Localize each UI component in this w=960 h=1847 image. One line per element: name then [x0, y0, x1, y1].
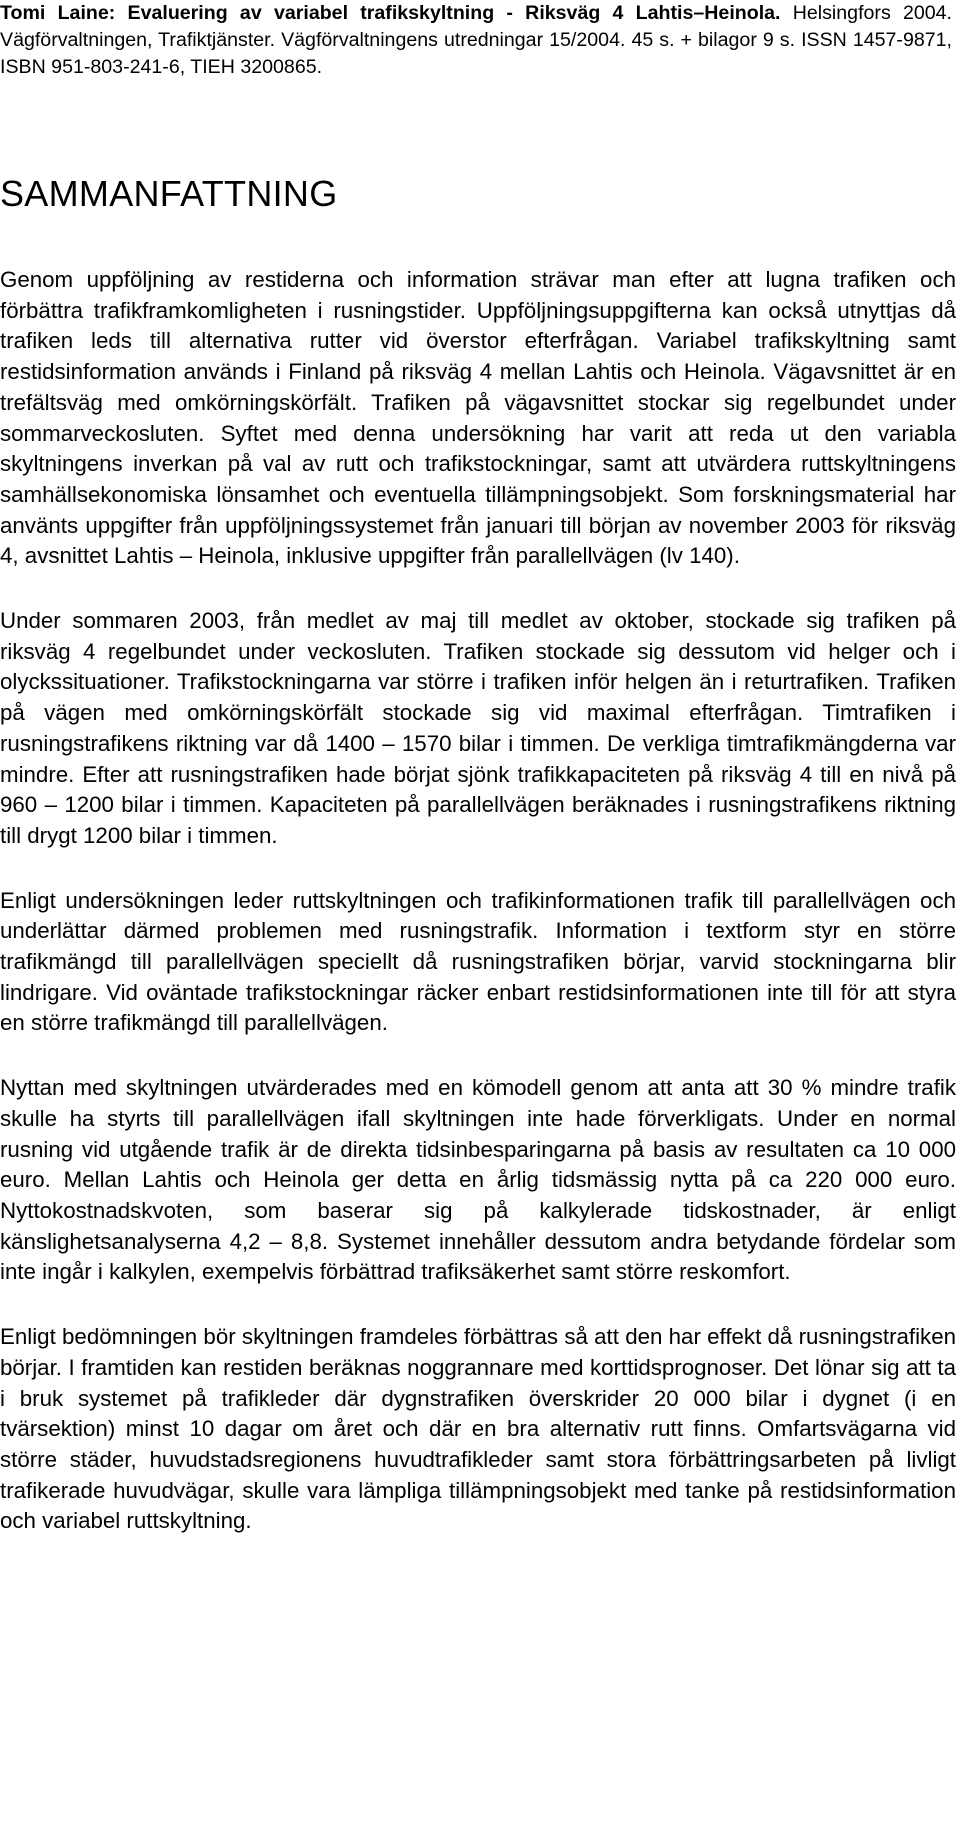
paragraph-1: Genom uppföljning av restiderna och information strävar man efter att lugna trafiken och förbättra trafikframkomligheten i rusningstider. Uppföljningsuppgifterna kan också utnyttjas då trafiken leds till alternativa rutter vid överstor efterfrågan. Variabel trafikskyltning samt restidsinformation används i Finland på riksväg 4 mellan Lahtis och Heinola. Vägavsnittet är en trefältsväg med omkörningskörfält. Trafiken på vägavsnittet stockar sig regelbundet under sommarveckosluten. Syftet med denna undersökning har varit att reda ut den variabla skyltningens inverkan på val av rutt och trafikstockningar, samt att utvärdera ruttskyltningens samhällsekonomiska lönsamhet och eventuella tillämpningsobjekt. Som forskningsmaterial har använts uppgifter från uppföljningssystemet från januari till början av november 2003 för riksväg 4, avsnittet Lahtis – Heinola, inklusive uppgifter från parallellvägen (lv 140). [0, 267, 956, 569]
author-title: Tomi Laine: Evaluering av variabel trafikskyltning - Riksväg 4 Lahtis–Heinola. [0, 2, 781, 24]
section-heading: SAMMANFATTNING [0, 173, 338, 214]
paragraph-5: Enligt bedömningen bör skyltningen framdeles förbättras så att den har effekt då rusningstrafiken börjar. I framtiden kan restiden beräknas noggrannare med korttidsprognoser. Det lönar sig att ta i bruk systemet på trafikleder där dygnstrafiken överskrider 20 000 bilar i dygnet (i en tvärsektion) minst 10 dagar om året och där en bra alternativ rutt finns. Omfartsvägarna vid större städer, huvudstadsregionens huvudtrafikleder samt stora förbättringsarbeten på livligt trafikerade huvudvägar, skulle vara lämpliga tillämpningsobjekt med tanke på restidsinformation och variabel ruttskyltning. [0, 1324, 956, 1534]
paragraph-3: Enligt undersökningen leder ruttskyltningen och trafikinformationen trafik till parallellvägen och underlättar därmed problemen med rusningstrafik. Information i textform styr en större trafikmängd till parallellvägen speciellt då rusningstrafiken börjar, varvid stockningarna blir lindrigare. Vid oväntade trafikstockningar räcker enbart restidsinformationen inte till för att styra en större trafikmängd till parallellvägen. [0, 887, 956, 1036]
paragraph-2: Under sommaren 2003, från medlet av maj till medlet av oktober, stockade sig trafiken på riksväg 4 regelbundet under veckosluten. Trafiken stockade sig dessutom vid helger och i olyckssituationer. Trafikstockningarna var större i trafiken inför helgen än i returtrafiken. Trafiken på vägen med omkörningskörfält stockade sig vid maximal efterfrågan. Timtrafiken i rusningstrafikens riktning var då 1400 – 1570 bilar i timmen. De verkliga timtrafikmängderna var mindre. Efter att rusningstrafiken hade börjat sjönk trafikkapaciteten på riksväg 4 till en nivå på 960 – 1200 bilar i timmen. Kapaciteten på parallellvägen beräknades i rusningstrafikens riktning till drygt 1200 bilar i timmen. [0, 608, 956, 848]
paragraph-4: Nyttan med skyltningen utvärderades med en kömodell genom att anta att 30 % mindre trafik skulle ha styrts till parallellvägen ifall skyltningen inte hade förverkligats. Under en normal rusning vid utgående trafik är de direkta tidsinbesparingarna på basis av resultaten ca 10 000 euro. Mellan Lahtis och Heinola ger detta en årlig tidsmässig nytta på ca 220 000 euro. Nyttokostnadskvoten, som baserar sig på kalkylerade tidskostnader, är enligt känslighetsanalyserna 4,2 – 8,8. Systemet innehåller dessutom andra betydande fördelar som inte ingår i kalkylen, exempelvis förbättrad trafiksäkerhet samt större reskomfort. [0, 1075, 956, 1285]
summary-body [0, 265, 956, 1571]
publication-details: Helsingfors 2004. Vägförvaltningen, Trafiktjänster. Vägförvaltningens utredningar 15/2004. 45 s. + bilagor 9 s. ISSN 1457-9871, ISBN 951-803-241-6, TIEH 3200865. [0, 2, 953, 78]
citation-block [0, 0, 952, 81]
